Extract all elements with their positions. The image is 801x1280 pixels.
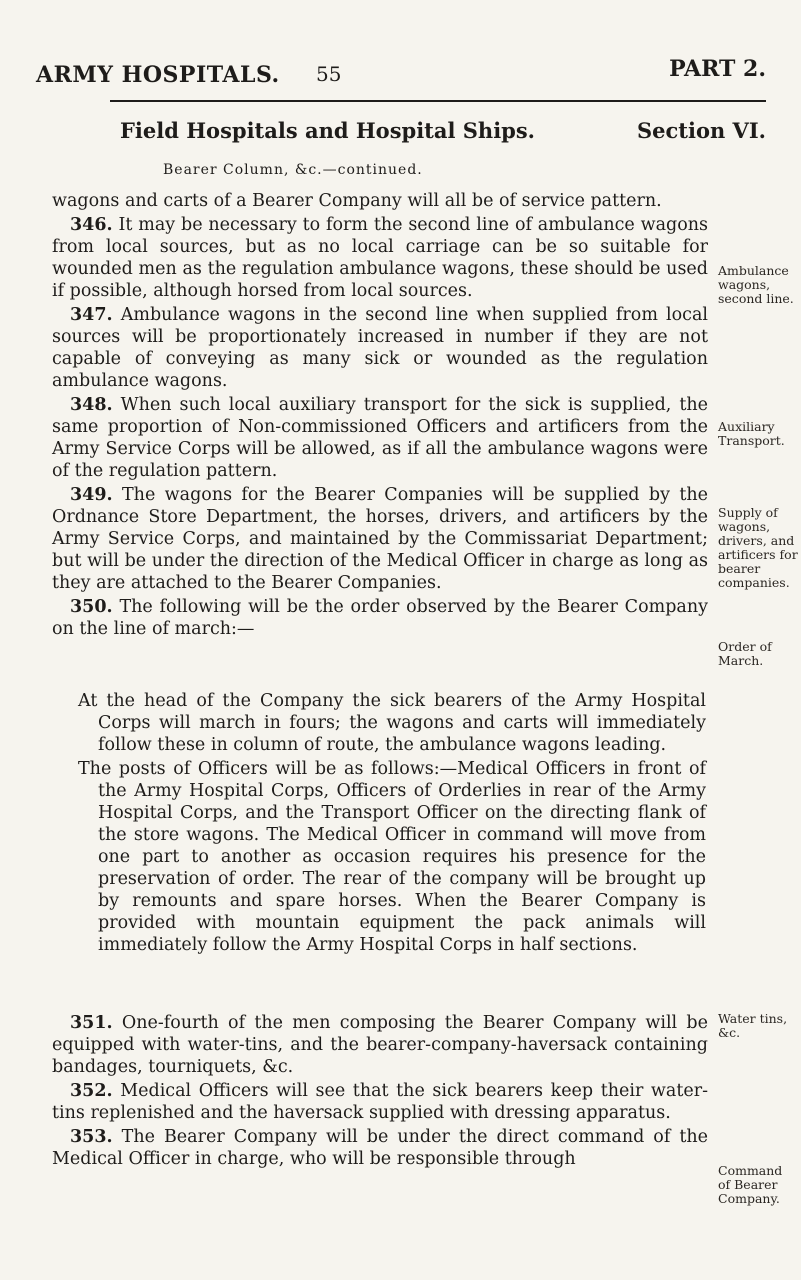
header-part: PART 2. [669, 56, 766, 82]
paragraph-349: 349. The wagons for the Bearer Companies will be supplied by the Ordnance Store Department, the horses, drivers, and artificers by the Army Service Corps, and maintained by the Commissariat Department; but will be under the direction of the Medical Officer in charge as long as they are attached to the Bearer Companies. [52, 485, 708, 593]
header-rule [110, 100, 766, 102]
paragraph-348: 348. When such local auxiliary transport for the sick is supplied, the same proportion of Non-commissioned Officers and artificers from the Army Service Corps will be allowed, as if all the ambulance wagons were of the regulation pattern. [52, 395, 708, 481]
paragraph-352: 352. Medical Officers will see that the sick bearers keep their water-tins replenished and the haversack supplied with dressing apparatus. [52, 1081, 708, 1123]
running-header [36, 56, 766, 90]
intro-paragraph: wagons and carts of a Bearer Company will all be of service pattern. [52, 191, 662, 211]
paragraph-347: 347. Ambulance wagons in the second line when supplied from local sources will be proportionately increased in number if they are not capable of conveying as many sick or wounded as the regulation ambulance wagons. [52, 305, 708, 391]
margin-note-ambulance: Ambulance wagons, second line. [718, 263, 794, 306]
order-item-2: The posts of Officers will be as follows:—Medical Officers in front of the Army Hospital Corps, Officers of Orderlies in rear of the Army Hospital Corps, and the Transport Officer on the directing flank of the store wagons. The Medical Officer in command will move from one part to another as occasion requires his presence for the preservation of order. The rear of the company will be brought up by remounts and spare horses. When the Bearer Company is provided with mountain equipment the pack animals will immediately follow the Army Hospital Corps in half sections. [78, 759, 706, 955]
margin-note-supply: Supply of wagons, drivers, and artificers for bearer companies. [718, 505, 798, 590]
main-text-upper [52, 190, 708, 642]
order-of-march-block [78, 690, 706, 958]
header-title: ARMY HOSPITALS. [36, 62, 280, 88]
page-number: 55 [316, 62, 342, 86]
chapter-title: Field Hospitals and Hospital Ships. [120, 118, 535, 143]
margin-note-water-tins: Water tins, &c. [718, 1011, 788, 1040]
margin-note-order-of-march: Order of March. [718, 639, 772, 668]
sub-header [36, 112, 766, 146]
paragraph-353: 353. The Bearer Company will be under the direct command of the Medical Officer in charge, who will be responsible through [52, 1127, 708, 1169]
paragraph-350: 350. The following will be the order observed by the Bearer Company on the line of march:— [52, 597, 708, 639]
paragraph-346: 346. It may be necessary to form the second line of ambulance wagons from local sources, but as no local carriage can be so suitable for wounded men as the regulation ambulance wagons, these should be used if possible, although horsed from local sources. [52, 215, 708, 301]
margin-note-command: Command of Bearer Company. [718, 1163, 783, 1206]
main-text-lower [52, 1012, 708, 1172]
paragraph-351: 351. One-fourth of the men composing the Bearer Company will be equipped with water-tins, and the bearer-company-haversack containing bandages, tourniquets, &c. [52, 1013, 708, 1077]
section-label: Section VI. [636, 118, 766, 143]
continued-heading: Bearer Column, &c.—continued. [163, 162, 423, 178]
margin-note-auxiliary: Auxiliary Transport. [718, 419, 785, 448]
order-item-1: At the head of the Company the sick bearers of the Army Hospital Corps will march in fours; the wagons and carts will immediately follow these in column of route, the ambulance wagons leading. [78, 691, 706, 755]
